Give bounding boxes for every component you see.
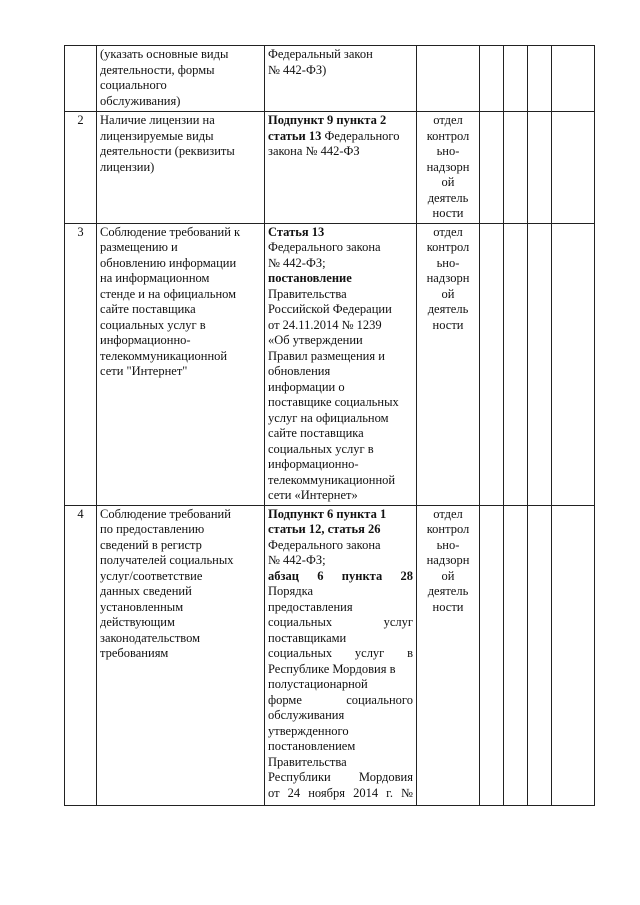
legal-basis-line — [268, 538, 413, 554]
requirement-cell — [97, 223, 265, 505]
legal-basis-text: услуг на официальном — [268, 410, 389, 425]
department-line: ьно- — [436, 144, 460, 158]
requirement-cell — [97, 46, 265, 112]
legal-basis-text: социальных услуг — [268, 615, 413, 629]
requirement-line: услуг/соответствие — [100, 568, 203, 583]
legal-basis-text: № 442-ФЗ; — [268, 553, 326, 567]
legal-basis-line — [268, 411, 413, 427]
legal-basis-line — [268, 287, 413, 303]
legal-basis-line — [268, 755, 413, 771]
requirement-line: лицензируемые виды — [100, 128, 214, 143]
table-row — [65, 223, 595, 505]
legal-basis-line — [268, 63, 413, 79]
legal-basis-text: полустационарной — [268, 677, 368, 691]
requirement-line: стенде и на официальном — [100, 286, 237, 301]
empty-cell — [504, 223, 528, 505]
legal-basis-line — [268, 600, 413, 616]
legal-basis-bold-text: абзац 6 пункта 28 — [268, 568, 413, 583]
table-row — [65, 112, 595, 224]
legal-basis-line — [268, 473, 413, 489]
legal-basis-line — [268, 739, 413, 755]
requirement-line: обслуживания) — [100, 93, 181, 108]
legal-basis-text: Федерального закона — [268, 240, 381, 254]
legal-basis-cell — [265, 223, 417, 505]
requirement-line: лицензии) — [100, 159, 155, 174]
requirement-line: сети "Интернет" — [100, 364, 188, 378]
legal-basis-line — [268, 615, 413, 631]
legal-basis-text: Республике Мордовия в — [268, 661, 396, 676]
legal-basis-bold-text: статьи 12, статья 26 — [268, 522, 381, 536]
requirement-cell — [97, 112, 265, 224]
empty-cell — [552, 46, 595, 112]
legal-basis-text: сети «Интернет» — [268, 488, 358, 502]
legal-basis-line — [268, 786, 413, 802]
legal-basis-line — [268, 144, 413, 160]
department-line: контрол — [426, 240, 470, 254]
legal-basis-text: поставщике социальных — [268, 395, 399, 409]
legal-basis-cell — [265, 112, 417, 224]
requirement-line: деятельности, формы — [100, 62, 215, 77]
department-line: деятель — [427, 302, 469, 316]
legal-basis-text: Республики Мордовия — [268, 770, 413, 784]
legal-basis-line — [268, 395, 413, 411]
legal-basis-text: Порядка — [268, 584, 314, 598]
department-line: надзорн — [426, 159, 470, 174]
legal-basis-text: закона № 442-ФЗ — [268, 144, 360, 158]
legal-basis-line — [268, 302, 413, 318]
requirement-line: Наличие лицензии на — [100, 113, 215, 127]
legal-basis-text: социальных услуг в — [268, 646, 413, 660]
empty-cell — [504, 112, 528, 224]
empty-cell — [528, 112, 552, 224]
legal-basis-line — [268, 271, 413, 287]
empty-cell — [480, 505, 504, 805]
legal-basis-text: «Об утверждении — [268, 333, 363, 347]
legal-basis-line — [268, 522, 413, 538]
legal-basis-line — [268, 569, 413, 585]
requirement-line: размещению и — [100, 240, 178, 254]
legal-basis-line — [268, 646, 413, 662]
row-number: 2 — [65, 112, 97, 224]
legal-basis-text: от 24.11.2014 № 1239 — [268, 317, 382, 332]
legal-basis-text: Федерального — [321, 128, 400, 143]
requirement-line: установленным — [100, 599, 184, 614]
row-number: 4 — [65, 505, 97, 805]
legal-basis-line — [268, 240, 413, 256]
legal-basis-line — [268, 364, 413, 380]
legal-basis-text: Федеральный закон — [268, 47, 373, 61]
responsible-department-cell — [417, 505, 480, 805]
requirement-line: действующим — [100, 615, 175, 629]
legal-basis-line — [268, 457, 413, 473]
legal-basis-bold-text: Подпункт 6 пункта 1 — [268, 506, 387, 521]
legal-basis-text: телекоммуникационной — [268, 472, 396, 487]
department-line: ности — [432, 599, 464, 614]
requirement-line: (указать основные виды — [100, 47, 229, 61]
legal-basis-line — [268, 584, 413, 600]
requirement-line: сайте поставщика — [100, 302, 196, 316]
legal-basis-text: информации о — [268, 379, 345, 394]
legal-basis-text: постановлением — [268, 739, 356, 753]
requirement-line: социальных услуг в — [100, 317, 206, 332]
requirement-line: Соблюдение требований — [100, 506, 231, 521]
department-line: контрол — [426, 522, 470, 536]
requirement-line: Соблюдение требований к — [100, 224, 241, 239]
department-line: ьно- — [436, 255, 460, 270]
legal-basis-text: утвержденного — [268, 723, 349, 738]
department-line: надзорн — [426, 271, 470, 285]
legal-basis-line — [268, 349, 413, 365]
legal-basis-text: сайте поставщика — [268, 426, 364, 440]
department-line: отдел — [433, 224, 463, 239]
legal-basis-text: обновления — [268, 364, 331, 378]
requirement-line: требованиям — [100, 646, 169, 660]
row-number — [65, 46, 97, 112]
responsible-department-cell — [417, 223, 480, 505]
legal-basis-line — [268, 47, 413, 63]
department-line: отдел — [433, 113, 463, 127]
legal-basis-line — [268, 488, 413, 504]
legal-basis-text: Правительства — [268, 286, 347, 301]
table-row — [65, 46, 595, 112]
requirement-cell — [97, 505, 265, 805]
requirement-line: законодательством — [100, 630, 201, 645]
legal-basis-line — [268, 507, 413, 523]
legal-basis-line — [268, 426, 413, 442]
legal-basis-text: социальных услуг в — [268, 441, 374, 456]
department-line: контрол — [426, 128, 470, 143]
empty-cell — [480, 46, 504, 112]
department-line: ности — [432, 317, 464, 332]
department-line: ьно- — [436, 537, 460, 552]
legal-basis-cell — [265, 46, 417, 112]
legal-basis-text: предоставления — [268, 599, 353, 614]
legal-basis-text: Российской Федерации — [268, 302, 392, 316]
legal-basis-line — [268, 770, 413, 786]
legal-basis-text: Федерального закона — [268, 537, 381, 552]
requirement-line: по предоставлению — [100, 522, 205, 536]
department-line: ой — [441, 175, 455, 189]
legal-basis-line — [268, 677, 413, 693]
legal-basis-line — [268, 318, 413, 334]
legal-basis-text: Правительства — [268, 754, 347, 769]
requirement-line: социального — [100, 78, 167, 92]
empty-cell — [552, 505, 595, 805]
requirement-line: телекоммуникационной — [100, 348, 228, 363]
empty-cell — [480, 112, 504, 224]
legal-basis-line — [268, 724, 413, 740]
department-line: деятель — [427, 190, 469, 205]
legal-basis-text: обслуживания — [268, 708, 345, 722]
legal-basis-text: от 24 ноября 2014 г. № — [268, 785, 413, 800]
requirement-line: на информационном — [100, 271, 210, 285]
legal-basis-line — [268, 662, 413, 678]
legal-basis-line — [268, 708, 413, 724]
legal-basis-text: № 442-ФЗ; — [268, 255, 326, 270]
legal-basis-line — [268, 693, 413, 709]
legal-basis-bold-text: Подпункт 9 пункта 2 — [268, 113, 387, 127]
empty-cell — [528, 46, 552, 112]
legal-basis-text: поставщиками — [268, 630, 347, 645]
department-line: отдел — [433, 506, 463, 521]
responsible-department-cell — [417, 46, 480, 112]
legal-basis-line — [268, 380, 413, 396]
empty-cell — [504, 46, 528, 112]
empty-cell — [528, 223, 552, 505]
row-number: 3 — [65, 223, 97, 505]
legal-basis-text: Правил размещения и — [268, 348, 385, 363]
requirement-line: получателей социальных — [100, 553, 234, 567]
empty-cell — [552, 112, 595, 224]
responsible-department-cell — [417, 112, 480, 224]
legal-basis-line — [268, 631, 413, 647]
empty-cell — [528, 505, 552, 805]
department-line: ой — [441, 568, 455, 583]
department-line: ности — [432, 206, 464, 220]
legal-basis-bold-text: Статья 13 — [268, 224, 325, 239]
legal-basis-line — [268, 129, 413, 145]
department-line: ой — [441, 286, 455, 301]
inspection-requirements-table — [64, 45, 595, 806]
department-line: деятель — [427, 584, 469, 598]
table-row — [65, 505, 595, 805]
legal-basis-text: № 442-ФЗ) — [268, 62, 327, 77]
empty-cell — [504, 505, 528, 805]
requirement-line: данных сведений — [100, 584, 192, 598]
legal-basis-cell — [265, 505, 417, 805]
legal-basis-bold-text: статьи 13 — [268, 128, 322, 143]
requirement-line: обновлению информации — [100, 255, 237, 270]
requirement-line: информационно- — [100, 333, 191, 347]
legal-basis-line — [268, 113, 413, 129]
legal-basis-text: информационно- — [268, 457, 359, 471]
legal-basis-line — [268, 333, 413, 349]
empty-cell — [552, 223, 595, 505]
legal-basis-line — [268, 442, 413, 458]
empty-cell — [480, 223, 504, 505]
legal-basis-line — [268, 256, 413, 272]
legal-basis-line — [268, 553, 413, 569]
requirement-line: деятельности (реквизиты — [100, 144, 235, 158]
requirement-line: сведений в регистр — [100, 537, 202, 552]
legal-basis-text: форме социального — [268, 692, 413, 707]
department-line: надзорн — [426, 553, 470, 567]
legal-basis-line — [268, 225, 413, 241]
legal-basis-bold-text: постановление — [268, 271, 352, 285]
